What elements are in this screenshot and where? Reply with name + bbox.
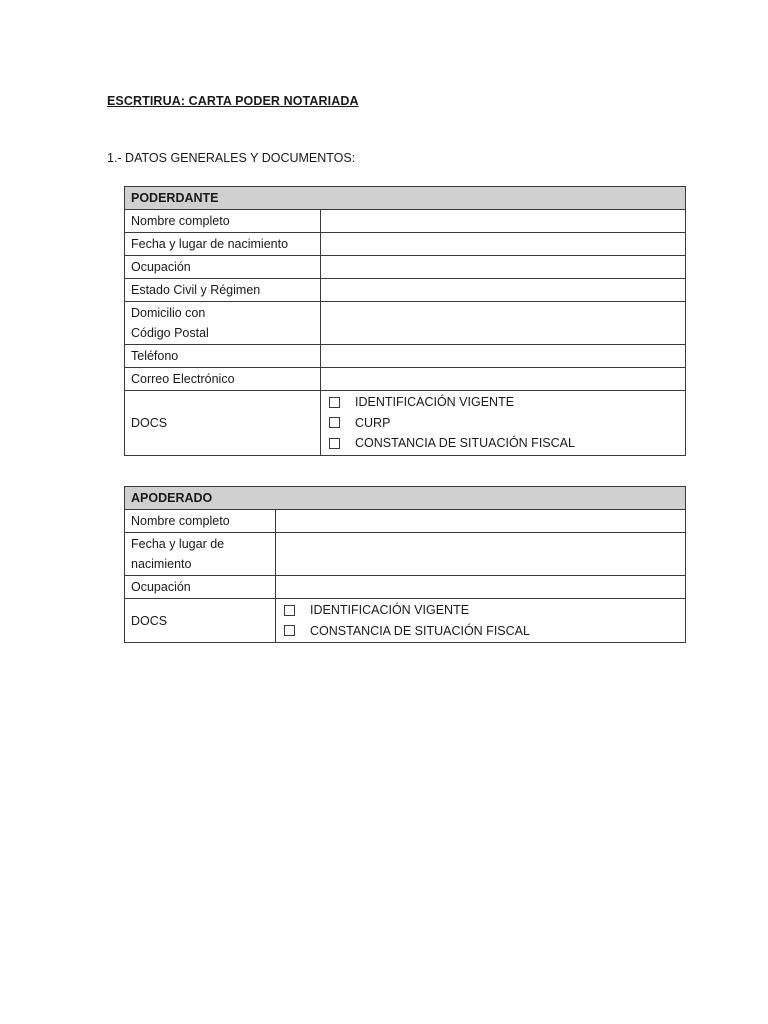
doc-item — [282, 621, 679, 642]
doc-checkbox[interactable] — [284, 625, 295, 636]
field-label: Nombre completo — [125, 210, 321, 233]
field-label: Nombre completo — [125, 510, 276, 533]
field-label: Teléfono — [125, 345, 321, 368]
field-label-line: Código Postal — [131, 326, 209, 340]
doc-checkbox[interactable] — [329, 417, 340, 428]
field-label-line: Domicilio con — [131, 306, 206, 320]
table-row — [125, 345, 686, 368]
fecha-lugar-nacimiento-field[interactable] — [276, 533, 686, 576]
doc-item — [327, 433, 679, 454]
table-row — [125, 533, 686, 576]
ocupacion-field[interactable] — [321, 256, 686, 279]
table-row — [125, 391, 686, 456]
correo-field[interactable] — [321, 368, 686, 391]
table-row — [125, 368, 686, 391]
nombre-completo-field[interactable] — [276, 510, 686, 533]
docs-label: DOCS — [125, 391, 321, 456]
field-label — [125, 533, 276, 576]
domicilio-field[interactable] — [321, 302, 686, 345]
nombre-completo-field[interactable] — [321, 210, 686, 233]
poderdante-table — [124, 186, 686, 456]
table-row — [125, 599, 686, 643]
apoderado-header-row — [125, 487, 686, 510]
section-heading: 1.- DATOS GENERALES Y DOCUMENTOS: — [107, 151, 356, 165]
doc-label: CONSTANCIA DE SITUACIÓN FISCAL — [310, 623, 530, 638]
doc-label: IDENTIFICACIÓN VIGENTE — [355, 395, 515, 409]
doc-checkbox[interactable] — [329, 397, 340, 408]
table-row — [125, 302, 686, 345]
doc-checkbox[interactable] — [329, 438, 340, 449]
doc-item — [282, 600, 679, 621]
field-label: Correo Electrónico — [125, 368, 321, 391]
doc-label: IDENTIFICACIÓN VIGENTE — [310, 603, 470, 617]
table-row — [125, 256, 686, 279]
poderdante-header-row — [125, 187, 686, 210]
ocupacion-field[interactable] — [276, 576, 686, 599]
telefono-field[interactable] — [321, 345, 686, 368]
field-label-line: nacimiento — [131, 557, 192, 571]
field-label: Estado Civil y Régimen — [125, 279, 321, 302]
fecha-lugar-nacimiento-field[interactable] — [321, 233, 686, 256]
table-row — [125, 279, 686, 302]
document-title: ESCRTIRUA: CARTA PODER NOTARIADA — [107, 94, 359, 108]
field-label: Ocupación — [125, 256, 321, 279]
field-label — [125, 302, 321, 345]
apoderado-header: APODERADO — [125, 487, 686, 510]
docs-label: DOCS — [125, 599, 276, 643]
doc-item — [327, 413, 679, 434]
poderdante-header: PODERDANTE — [125, 187, 686, 210]
field-label: Fecha y lugar de nacimiento — [125, 233, 321, 256]
table-row — [125, 576, 686, 599]
field-label-line: Fecha y lugar de — [131, 537, 225, 551]
table-row — [125, 210, 686, 233]
apoderado-table — [124, 486, 686, 643]
doc-label: CURP — [355, 415, 391, 430]
docs-checklist — [276, 599, 686, 643]
table-row — [125, 233, 686, 256]
table-row — [125, 510, 686, 533]
doc-item — [327, 392, 679, 413]
docs-checklist — [321, 391, 686, 456]
doc-label: CONSTANCIA DE SITUACIÓN FISCAL — [355, 436, 575, 450]
field-label: Ocupación — [125, 576, 276, 599]
doc-checkbox[interactable] — [284, 605, 295, 616]
estado-civil-field[interactable] — [321, 279, 686, 302]
